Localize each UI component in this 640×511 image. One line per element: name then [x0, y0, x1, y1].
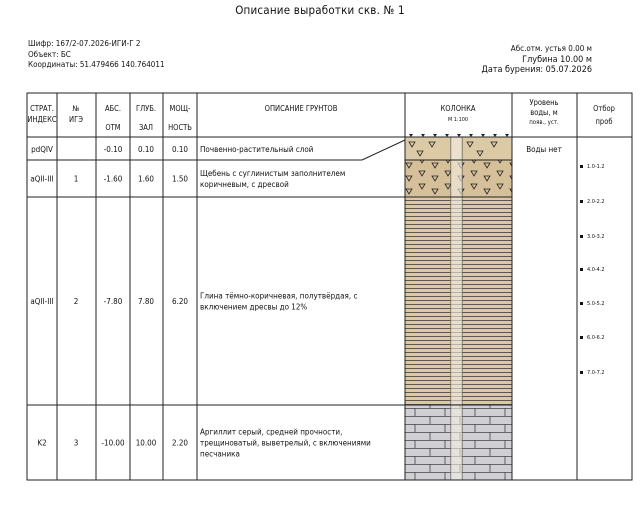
cell-thick: 2.20	[171, 438, 189, 448]
cell-thick: 0.10	[171, 145, 189, 154]
header-water-1: Уровень	[529, 98, 559, 107]
cell-thick: 1.50	[171, 174, 189, 184]
cell-depth: 1.60	[137, 174, 155, 184]
header-samples-2: проб	[595, 117, 613, 126]
cell-ige: 3	[73, 438, 79, 448]
sample-marker	[580, 302, 583, 305]
sample-interval: 3.0-3.2	[587, 234, 605, 240]
core-band	[451, 137, 462, 480]
cipher-text: Шифр: 167/2-07.2026-ИГИ-Г 2	[28, 39, 141, 48]
cell-description: песчаника	[200, 449, 240, 459]
cell-abs: -10.00	[101, 438, 125, 448]
drill-date-text: Дата бурения: 05.07.2026	[481, 65, 592, 75]
header-abs-1: АБС.	[104, 104, 122, 113]
sample-marker	[580, 200, 583, 203]
header-ige-2: ИГЭ	[69, 115, 83, 124]
sample-interval: 5.0-5.2	[587, 301, 605, 307]
cell-strat: pdQIV	[31, 145, 53, 154]
sample-interval: 2.0-2.2	[587, 199, 605, 205]
cell-abs: -1.60	[103, 174, 123, 184]
sample-marker	[580, 235, 583, 238]
header-description: ОПИСАНИЕ ГРУНТОВ	[264, 104, 338, 113]
cell-abs: -7.80	[103, 297, 123, 306]
header-strat-2: ИНДЕКС	[27, 115, 57, 124]
cell-strat: aQII-III	[30, 297, 54, 306]
sample-marker	[580, 336, 583, 339]
cell-strat: K2	[37, 438, 47, 448]
header-column: КОЛОНКА	[440, 104, 476, 113]
cell-thick: 6.20	[171, 297, 189, 306]
cell-ige: 1	[73, 174, 79, 184]
header-thick-2: НОСТЬ	[168, 123, 192, 132]
cell-description: Щебень с суглинистым заполнителем	[200, 169, 346, 178]
sample-list	[580, 164, 605, 376]
header-ige-1: №	[72, 104, 80, 113]
header-samples-1: Отбор	[593, 104, 615, 113]
sample-marker	[580, 268, 583, 271]
cell-water-level: Воды нет	[526, 145, 562, 154]
cell-depth: 10.00	[135, 438, 157, 448]
cell-strat: aQII-III	[30, 174, 54, 184]
header-scale: М 1:100	[447, 117, 469, 123]
header-depth-2: ЗАЛ	[138, 123, 154, 132]
lithology-column	[405, 134, 512, 480]
cell-description: включением дресвы до 12%	[200, 302, 308, 312]
sample-interval: 6.0-6.2	[587, 335, 605, 341]
cell-description: Почвенно-растительный слой	[200, 145, 314, 154]
sample-interval: 4.0-4.2	[587, 267, 605, 273]
abs-mark-text: Абс.отм. устья 0.00 м	[510, 44, 592, 53]
cell-description: Аргиллит серый, средней прочности,	[200, 427, 343, 437]
header-depth-1: ГЛУБ.	[135, 104, 157, 113]
sample-marker	[580, 371, 583, 374]
cell-abs: -0.10	[103, 145, 123, 154]
depth-text: Глубина 10.00 м	[522, 54, 592, 65]
cell-ige: 2	[73, 297, 79, 306]
cell-description: Глина тёмно-коричневая, полутвёрдая, с	[200, 291, 358, 301]
header-water-2: воды, м	[530, 108, 558, 117]
header-thick-1: МОЩ-	[169, 104, 191, 113]
table-header	[27, 98, 614, 132]
sample-interval: 7.0-7.2	[587, 370, 605, 376]
cell-description: трещиноватый, выветрелый, с включениями	[200, 438, 371, 448]
page-title: Описание выработки скв. № 1	[235, 3, 405, 17]
object-text: Объект: БС	[28, 49, 71, 59]
sample-marker	[580, 165, 583, 168]
cell-description: коричневым, с дресвой	[200, 180, 289, 189]
cell-depth: 7.80	[137, 297, 155, 306]
sample-interval: 1.0-1.2	[587, 164, 605, 170]
header-water-3: появ., уст.	[529, 119, 559, 126]
header-abs-2: ОТМ	[105, 123, 121, 132]
header-strat-1: СТРАТ.	[30, 104, 54, 113]
cell-depth: 0.10	[137, 145, 155, 154]
coordinates-text: Координаты: 51.479466 140.764011	[28, 60, 165, 69]
